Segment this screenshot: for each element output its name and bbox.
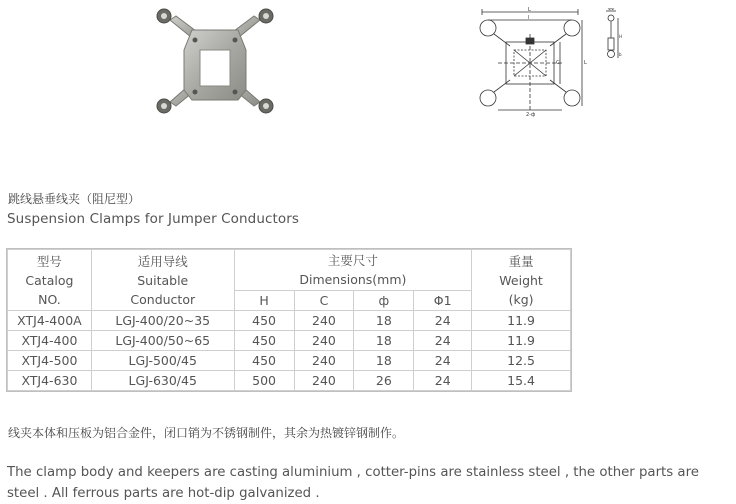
subheader-c: C [294,291,354,311]
svg-text:C: C [556,60,560,66]
note-chinese: 线夹本体和压板为铝合金件，闭口销为不锈钢制件，其余为热镀锌钢制作。 [8,426,405,440]
svg-text:L: L [528,7,531,13]
table-row: XTJ4-500 LGJ-500/45 450 240 18 24 12.5 [8,351,571,371]
svg-text:b: b [619,52,622,57]
table-row: XTJ4-400 LGJ-400/50~65 450 240 18 24 11.9 [8,331,571,351]
title-english: Suspension Clamps for Jumper Conductors [7,211,300,227]
header-dimensions: 主要尺寸 Dimensions(mm) [234,250,472,291]
svg-text:l: l [528,15,530,21]
note-english: The clamp body and keepers are casting aluminium , cotter-pins are stainless steel , the other parts are steel . All ferrous parts are hot-dip galvanized . [7,465,699,501]
table-header-row [8,250,571,291]
subheader-phi1: Φ1 [414,291,472,311]
subheader-h: H [234,291,294,311]
subheader-phi: ф [354,291,414,311]
table-row: XTJ4-630 LGJ-630/45 500 240 26 24 15.4 [8,371,571,391]
table-row: XTJ4-400A LGJ-400/20~35 450 240 18 24 11.9 [8,311,571,331]
svg-text:L: L [584,60,587,66]
header-conductor: 适用导线 Suitable Conductor [91,250,234,311]
svg-text:2-ф: 2-ф [526,112,536,118]
svg-text:H: H [619,34,623,39]
technical-drawing-side [596,8,626,68]
header-catalog: 型号 Catalog NO. [8,250,92,311]
product-photo [150,6,280,116]
spec-table [7,249,571,391]
technical-drawing-front [470,6,598,118]
title-chinese: 跳线悬垂线夹（阻尼型） [8,192,141,206]
svg-text:ΦΦ: ΦΦ [608,8,615,11]
header-weight: 重量 Weight (kg) [472,250,571,311]
